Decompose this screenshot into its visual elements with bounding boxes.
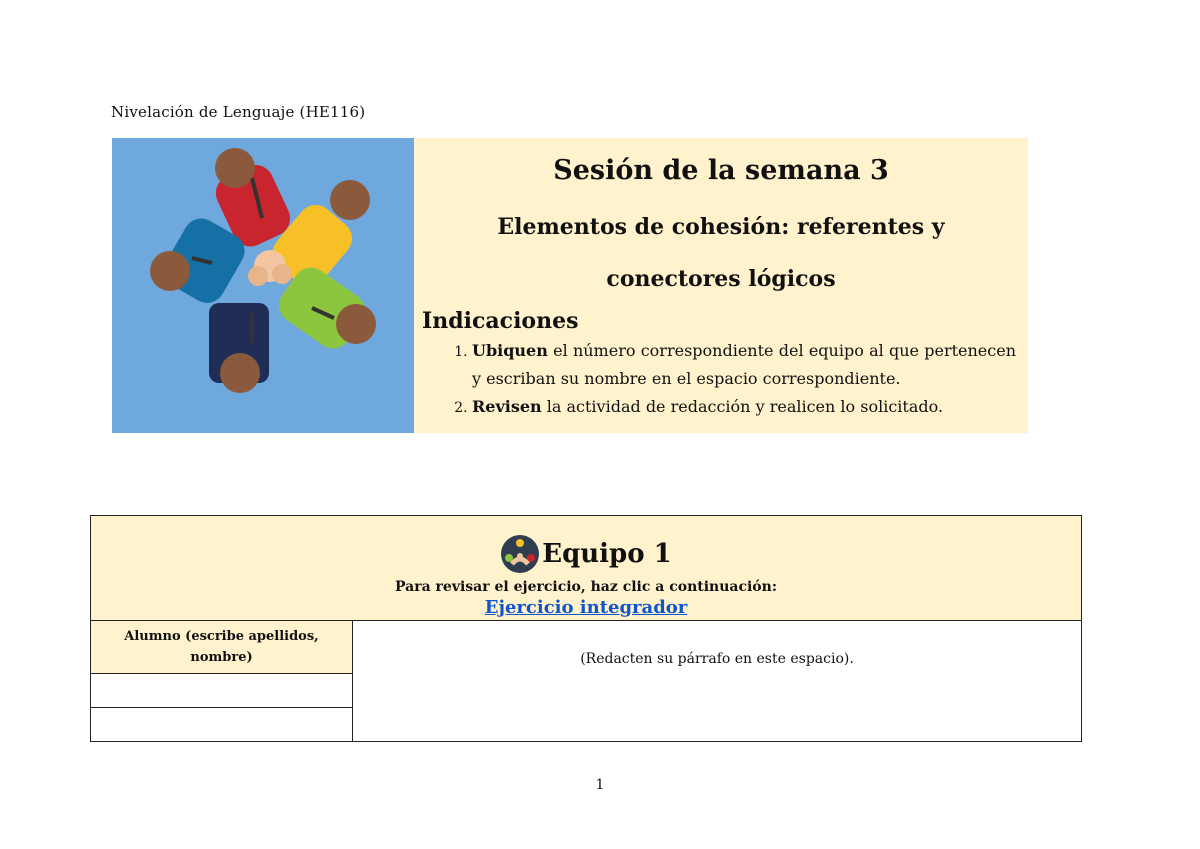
team-instruction: Para revisar el ejercicio, haz clic a continuación: [395,579,777,595]
teamwork-illustration [112,138,414,433]
step-verb: Revisen [472,397,542,416]
team-table [90,515,1082,742]
session-info-panel [414,138,1028,433]
instructions-title: Indicaciones [422,308,579,334]
teamwork-hands-icon [112,138,414,433]
instructions-list [422,337,1020,421]
session-banner [112,138,1028,433]
step-verb: Ubiquen [472,341,548,360]
team-name: Equipo 1 [542,539,672,569]
instruction-step [472,337,1020,393]
student-name-field[interactable] [91,674,353,708]
student-column-header: Alumno (escribe apellidos, nombre) [91,621,353,674]
paragraph-area[interactable]: (Redacten su párrafo en este espacio). [353,621,1082,742]
step-text: el número correspondiente del equipo al que pertenecen y escriban su nombre en el espacio correspondiente. [472,341,1016,388]
page-number: 1 [595,777,605,793]
step-text: la actividad de redacción y realicen lo solicitado. [541,397,944,416]
session-title: Sesión de la semana 3 [553,155,889,186]
student-name-field[interactable] [91,708,353,742]
course-header: Nivelación de Lenguaje (HE116) [111,103,366,121]
subtitle-line-1: Elementos de cohesión: referentes y [497,214,945,240]
instruction-step [472,393,1020,421]
team-header-cell [91,516,1082,621]
session-subtitle [422,201,1020,305]
subtitle-line-2: conectores lógicos [606,266,836,292]
exercise-link[interactable]: Ejercicio integrador [484,597,688,618]
team-logo-icon [500,534,540,574]
